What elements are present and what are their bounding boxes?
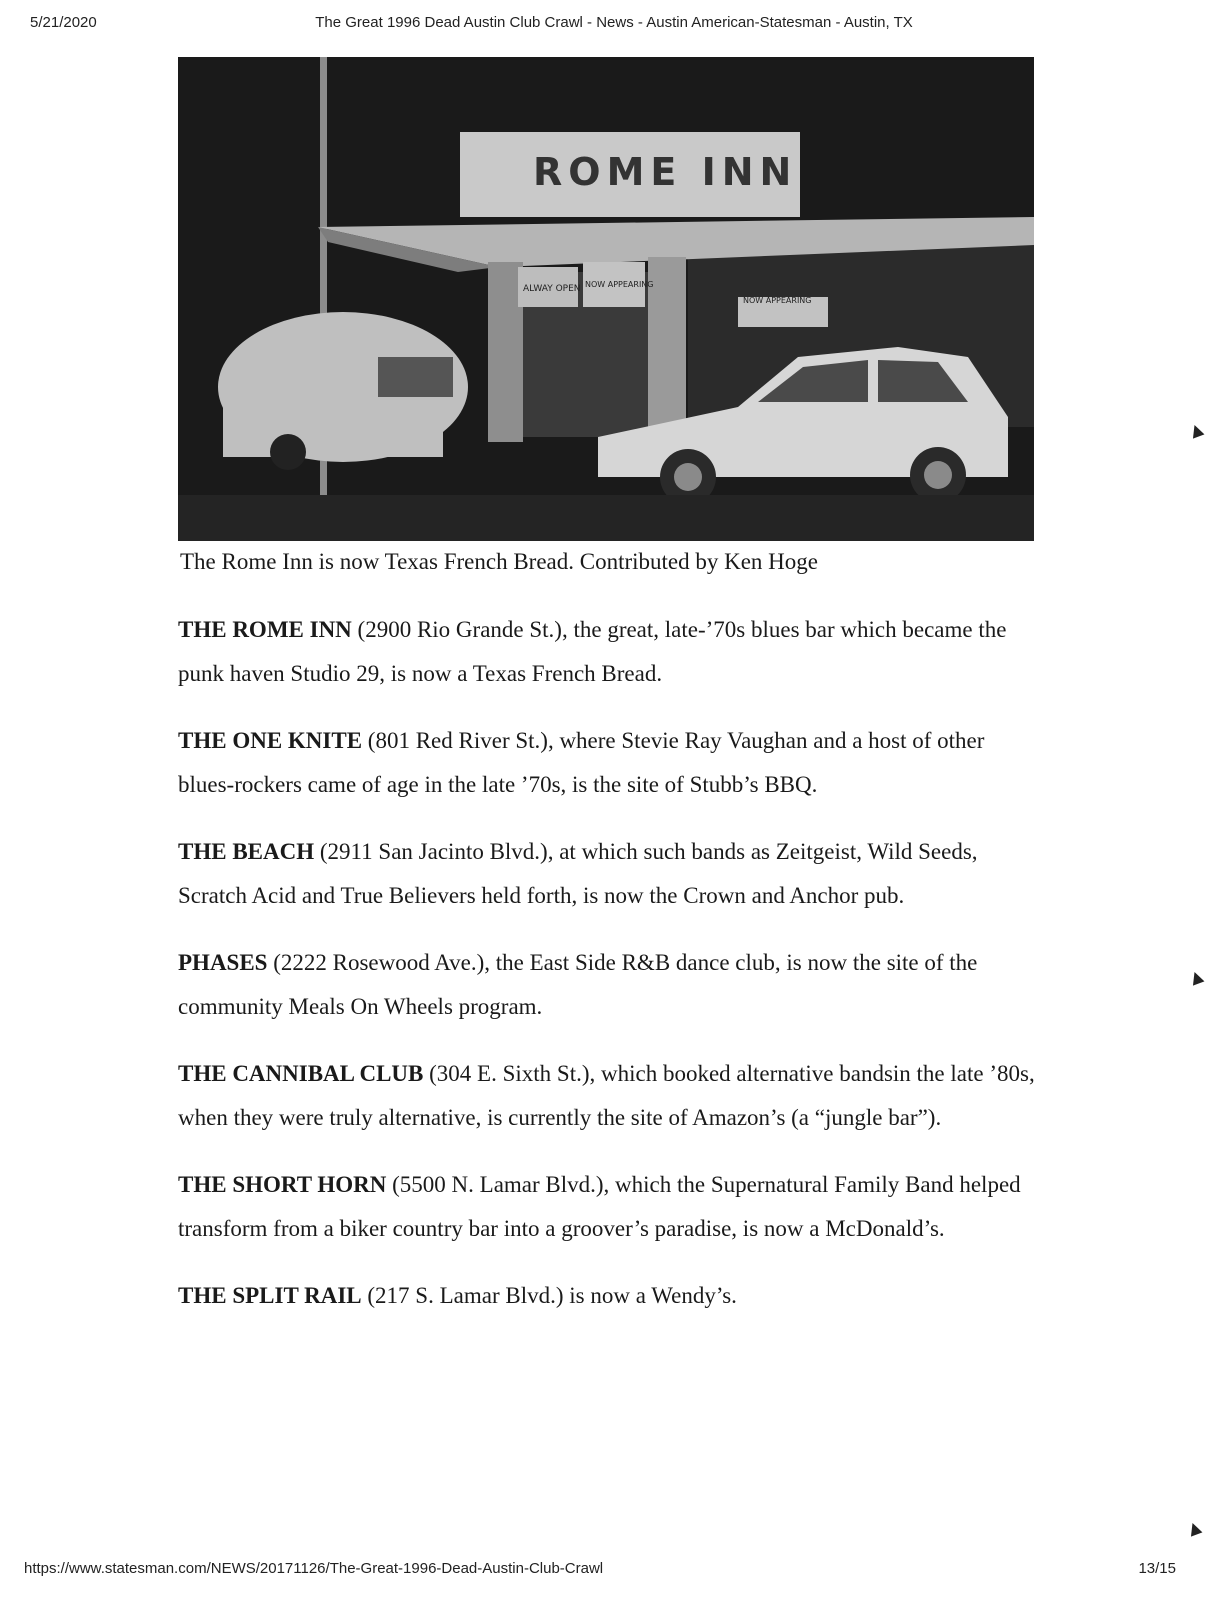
club-description: (5500 N. Lamar Blvd.), which the Supernatural Family Band helped transform from a biker country bar into a groover’s paradise, is now a McDonald’s. xyxy=(178,1172,1021,1241)
paragraph-phases xyxy=(178,941,1038,1029)
club-name: THE SPLIT RAIL xyxy=(178,1283,362,1308)
print-date: 5/21/2020 xyxy=(30,14,97,31)
paragraph-short-horn xyxy=(178,1163,1038,1251)
photo-sign-text: ROME INN xyxy=(533,150,798,194)
ink-mark-icon: ▲ xyxy=(1185,1516,1204,1539)
paragraph-split-rail xyxy=(178,1274,1038,1318)
photo-banner: NOW APPEARING xyxy=(743,296,812,305)
club-description: (217 S. Lamar Blvd.) is now a Wendy’s. xyxy=(361,1283,737,1308)
ink-mark-icon: ▲ xyxy=(1187,965,1206,988)
page-number: 13/15 xyxy=(1138,1560,1176,1577)
paragraph-rome-inn xyxy=(178,608,1038,696)
print-page-title: The Great 1996 Dead Austin Club Crawl - News - Austin American-Statesman - Austin, TX xyxy=(315,14,913,31)
article-body xyxy=(178,608,1038,1341)
club-name: THE SHORT HORN xyxy=(178,1172,387,1197)
photo-caption: The Rome Inn is now Texas French Bread. Contributed by Ken Hoge xyxy=(180,549,819,574)
club-description: (2911 San Jacinto Blvd.), at which such bands as Zeitgeist, Wild Seeds, Scratch Acid and True Believers held forth, is now the Crown and Anchor pub. xyxy=(178,839,978,908)
club-name: THE BEACH xyxy=(178,839,315,864)
club-name: THE CANNIBAL CLUB xyxy=(178,1061,424,1086)
club-name: THE ROME INN xyxy=(178,617,352,642)
club-name: THE ONE KNITE xyxy=(178,728,363,753)
photo-window-left: ALWAY OPEN xyxy=(523,284,581,294)
paragraph-cannibal-club xyxy=(178,1052,1038,1140)
paragraph-one-knite xyxy=(178,719,1038,807)
rome-inn-photo xyxy=(178,57,1034,541)
club-description: (2222 Rosewood Ave.), the East Side R&B dance club, is now the site of the community Meals On Wheels program. xyxy=(178,950,978,1019)
ink-mark-icon: ▲ xyxy=(1187,418,1206,441)
club-description: (801 Red River St.), where Stevie Ray Vaughan and a host of other blues-rockers came of age in the late ’70s, is the site of Stubb’s BBQ. xyxy=(178,728,985,797)
club-description: (304 E. Sixth St.), which booked alternative bandsin the late ’80s, when they were truly alternative, is currently the site of Amazon’s (a “jungle bar”). xyxy=(178,1061,1035,1130)
print-url: https://www.statesman.com/NEWS/20171126/The-Great-1996-Dead-Austin-Club-Crawl xyxy=(24,1560,604,1577)
paragraph-beach xyxy=(178,830,1038,918)
rome-inn-photo-drawing xyxy=(178,57,1034,541)
club-description: (2900 Rio Grande St.), the great, late-’70s blues bar which became the punk haven Studio 29, is now a Texas French Bread. xyxy=(178,617,1007,686)
photo-window-right: NOW APPEARING xyxy=(585,280,654,289)
club-name: PHASES xyxy=(178,950,268,975)
